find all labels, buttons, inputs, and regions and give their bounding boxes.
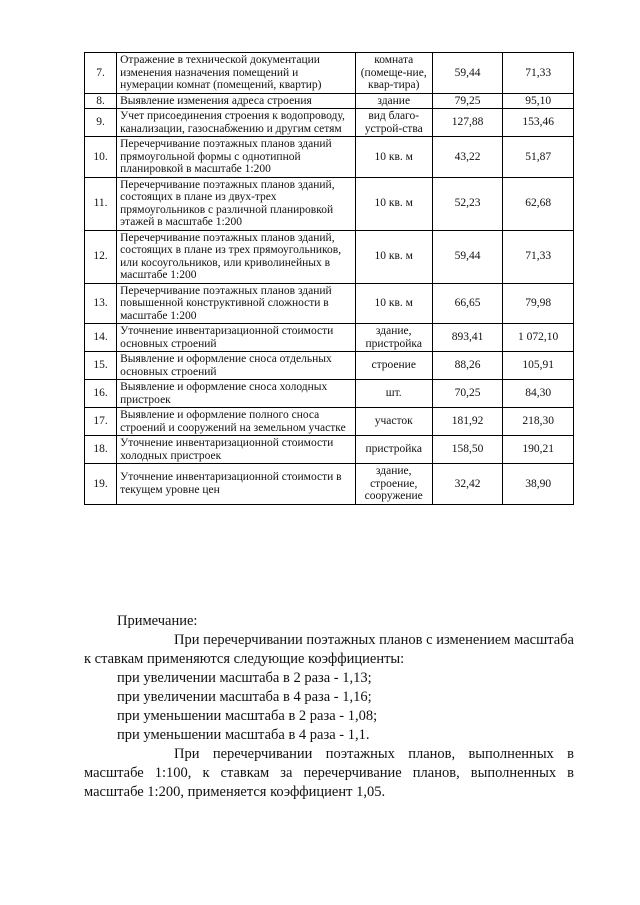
row-rate-2: 105,91 — [503, 352, 574, 380]
table-row — [85, 283, 574, 324]
row-unit: здание, строение, сооружение — [355, 464, 432, 505]
notes-paragraph-1: При перечерчивании поэтажных планов с изменением масштаба к ставкам применяются следующие коэффициенты: — [84, 632, 574, 667]
row-rate-1: 32,42 — [432, 464, 503, 505]
row-rate-1: 127,88 — [432, 109, 503, 137]
rates-table — [84, 52, 574, 505]
row-rate-1: 88,26 — [432, 352, 503, 380]
table-row — [85, 177, 574, 230]
row-rate-1: 158,50 — [432, 436, 503, 464]
notes-paragraph-2: При перечерчивании поэтажных планов, выполненных в масштабе 1:100, к ставкам за перечерчивание планов, выполненных в масштабе 1:200, применяется коэффициент 1,05. — [84, 746, 574, 800]
row-unit: строение — [355, 352, 432, 380]
row-rate-2: 84,30 — [503, 380, 574, 408]
row-number: 7. — [85, 53, 117, 94]
row-unit: комната (помеще-ние, квар-тира) — [355, 53, 432, 94]
coefficient-item: при уменьшении масштаба в 4 раза - 1,1. — [117, 727, 370, 743]
row-rate-1: 59,44 — [432, 53, 503, 94]
row-name: Уточнение инвентаризационной стоимости холодных пристроек — [117, 436, 356, 464]
row-number: 19. — [85, 464, 117, 505]
row-rate-2: 38,90 — [503, 464, 574, 505]
row-rate-2: 190,21 — [503, 436, 574, 464]
row-number: 16. — [85, 380, 117, 408]
table-row — [85, 380, 574, 408]
row-rate-2: 95,10 — [503, 93, 574, 109]
row-rate-1: 43,22 — [432, 137, 503, 178]
row-number: 10. — [85, 137, 117, 178]
row-name: Уточнение инвентаризационной стоимости основных строений — [117, 324, 356, 352]
row-unit: здание, пристройка — [355, 324, 432, 352]
row-unit: здание — [355, 93, 432, 109]
table-row — [85, 408, 574, 436]
row-rate-2: 79,98 — [503, 283, 574, 324]
coefficient-item: при увеличении масштаба в 4 раза - 1,16; — [117, 689, 372, 705]
row-number: 17. — [85, 408, 117, 436]
row-number: 9. — [85, 109, 117, 137]
notes-section — [84, 612, 574, 802]
row-rate-1: 893,41 — [432, 324, 503, 352]
row-name: Отражение в технической документации изменения назначения помещений и нумерации комнат (помещений, квартир) — [117, 53, 356, 94]
table-row — [85, 93, 574, 109]
table-row — [85, 230, 574, 283]
row-unit: 10 кв. м — [355, 283, 432, 324]
row-name: Выявление и оформление полного сноса строений и сооружений на земельном участке — [117, 408, 356, 436]
row-rate-2: 71,33 — [503, 53, 574, 94]
row-rate-1: 66,65 — [432, 283, 503, 324]
table-row — [85, 137, 574, 178]
table-row — [85, 436, 574, 464]
row-name: Перечерчивание поэтажных планов зданий, состоящих в плане из трех прямоугольников, или косоугольников, или криволинейных в масштабе 1:200 — [117, 230, 356, 283]
row-unit: пристройка — [355, 436, 432, 464]
row-number: 18. — [85, 436, 117, 464]
row-name: Перечерчивание поэтажных планов зданий повышенной конструктивной сложности в масштабе 1:200 — [117, 283, 356, 324]
row-rate-2: 71,33 — [503, 230, 574, 283]
coefficient-item: при увеличении масштаба в 2 раза - 1,13; — [117, 670, 372, 686]
table-row — [85, 352, 574, 380]
table-row — [85, 324, 574, 352]
table-row — [85, 53, 574, 94]
row-name: Учет присоединения строения к водопроводу, канализации, газоснабжению и другим сетям — [117, 109, 356, 137]
row-rate-2: 1 072,10 — [503, 324, 574, 352]
row-rate-1: 70,25 — [432, 380, 503, 408]
row-rate-1: 79,25 — [432, 93, 503, 109]
row-unit: вид благо-устрой-ства — [355, 109, 432, 137]
row-unit: шт. — [355, 380, 432, 408]
row-name: Перечерчивание поэтажных планов зданий, состоящих в плане из двух-трех прямоугольников с различной планировкой этажей в масштабе 1:200 — [117, 177, 356, 230]
row-number: 8. — [85, 93, 117, 109]
row-name: Выявление и оформление сноса отдельных основных строений — [117, 352, 356, 380]
row-name: Перечерчивание поэтажных планов зданий прямоугольной формы с однотипной планировкой в масштабе 1:200 — [117, 137, 356, 178]
row-rate-2: 153,46 — [503, 109, 574, 137]
notes-heading: Примечание: — [117, 613, 198, 629]
row-number: 12. — [85, 230, 117, 283]
rates-table-body — [85, 53, 574, 505]
row-number: 13. — [85, 283, 117, 324]
row-unit: 10 кв. м — [355, 177, 432, 230]
row-rate-2: 218,30 — [503, 408, 574, 436]
row-unit: 10 кв. м — [355, 137, 432, 178]
row-rate-2: 62,68 — [503, 177, 574, 230]
row-unit: 10 кв. м — [355, 230, 432, 283]
coefficient-item: при уменьшении масштаба в 2 раза - 1,08; — [117, 708, 378, 724]
table-row — [85, 109, 574, 137]
row-unit: участок — [355, 408, 432, 436]
row-name: Выявление и оформление сноса холодных пристроек — [117, 380, 356, 408]
row-name: Выявление изменения адреса строения — [117, 93, 356, 109]
row-name: Уточнение инвентаризационной стоимости в текущем уровне цен — [117, 464, 356, 505]
row-rate-1: 59,44 — [432, 230, 503, 283]
row-rate-1: 181,92 — [432, 408, 503, 436]
row-number: 11. — [85, 177, 117, 230]
row-number: 14. — [85, 324, 117, 352]
row-number: 15. — [85, 352, 117, 380]
row-rate-1: 52,23 — [432, 177, 503, 230]
row-rate-2: 51,87 — [503, 137, 574, 178]
table-row — [85, 464, 574, 505]
